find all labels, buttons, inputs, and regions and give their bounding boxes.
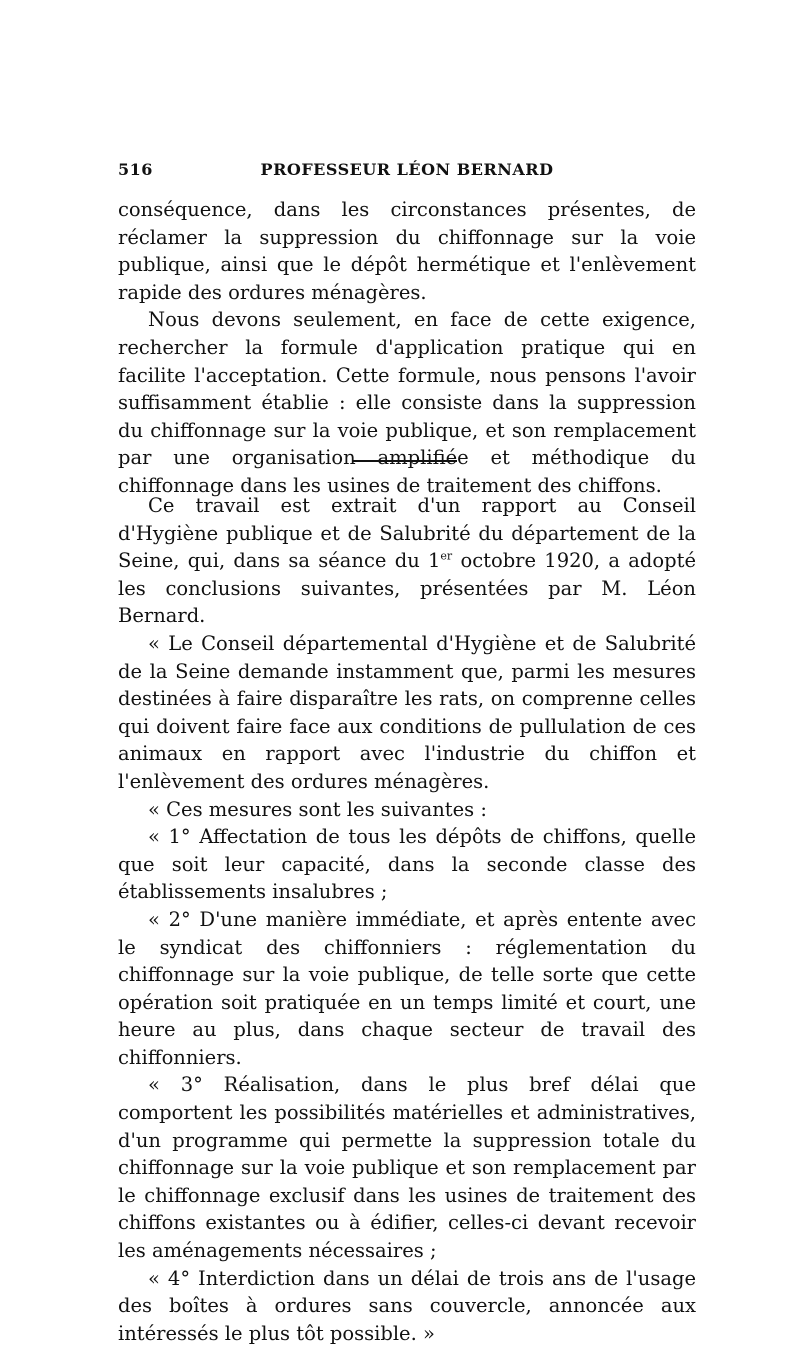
intro-text-start: Ce travail est extrait d'un rapport au Conseil d'Hygiène publique et de Salubrité du département de la Seine, qui, dans sa séance du 1 [118, 494, 696, 573]
paragraph-report-intro [118, 492, 696, 630]
measure-item-2: « 2° D'une manière immédiate, et après entente avec le syndicat des chiffonniers : réglementation du chiffonnage sur la voie publique, de telle sorte que cette opération soit pratiquée en un temps limité et court, une heure au plus, dans chaque secteur de travail des chiffonniers. [118, 907, 696, 1069]
measure-item-4: « 4° Interdiction dans un délai de trois ans de l'usage des boîtes à ordures sans couvercle, annoncée aux intéressés le plus tôt possible. » [118, 1266, 696, 1345]
paragraph-continuation: conséquence, dans les circonstances présentes, de réclamer la suppression du chiffonnage sur la voie publique, ainsi que le dépôt hermétique et l'enlèvement rapide des ordures ménagères. [118, 198, 696, 304]
section-2 [118, 492, 696, 1347]
section-1 [118, 196, 696, 500]
section-divider [353, 460, 457, 462]
paragraph-formula: Nous devons seulement, en face de cette exigence, rechercher la formule d'application pratique qui en facilite l'acceptation. Cette formule, nous pensons l'avoir suffisamment établie : elle consiste dans la suppression du chiffonnage sur la voie publique, et son remplacement par une organisation amplifiée et méthodique du chiffonnage dans les usines de traitement des chiffons. [118, 308, 696, 497]
measure-item-3: « 3° Réalisation, dans le plus bref délai que comportent les possibilités matérielles et administratives, d'un programme qui permette la suppression totale du chiffonnage sur la voie publique et son remplacement par le chiffonnage exclusif dans les usines de traitement des chiffons existantes ou à édifier, celles-ci devant recevoir les aménagements nécessaires ; [118, 1073, 696, 1263]
intro-text-end: octobre 1920, a adopté les conclusions suivantes, présentées par M. Léon Bernard. [118, 549, 696, 628]
running-head: PROFESSEUR LÉON BERNARD [260, 160, 554, 179]
paragraph-council-request: « Le Conseil départemental d'Hygiène et de Salubrité de la Seine demande instamment que, parmi les mesures destinées à faire disparaître les rats, on comprenne celles qui doivent faire face aux conditions de pullulation de ces animaux en rapport avec l'industrie du chiffon et l'enlèvement des ordures ménagères. [118, 631, 696, 793]
measure-item-1: « 1° Affectation de tous les dépôts de chiffons, quelle que soit leur capacité, dans la seconde classe des établissements insalubres ; [118, 825, 696, 904]
paragraph-measures-intro: « Ces mesures sont les suivantes : [148, 797, 487, 821]
ordinal-superscript: er [440, 549, 453, 563]
page-number: 516 [118, 160, 153, 179]
